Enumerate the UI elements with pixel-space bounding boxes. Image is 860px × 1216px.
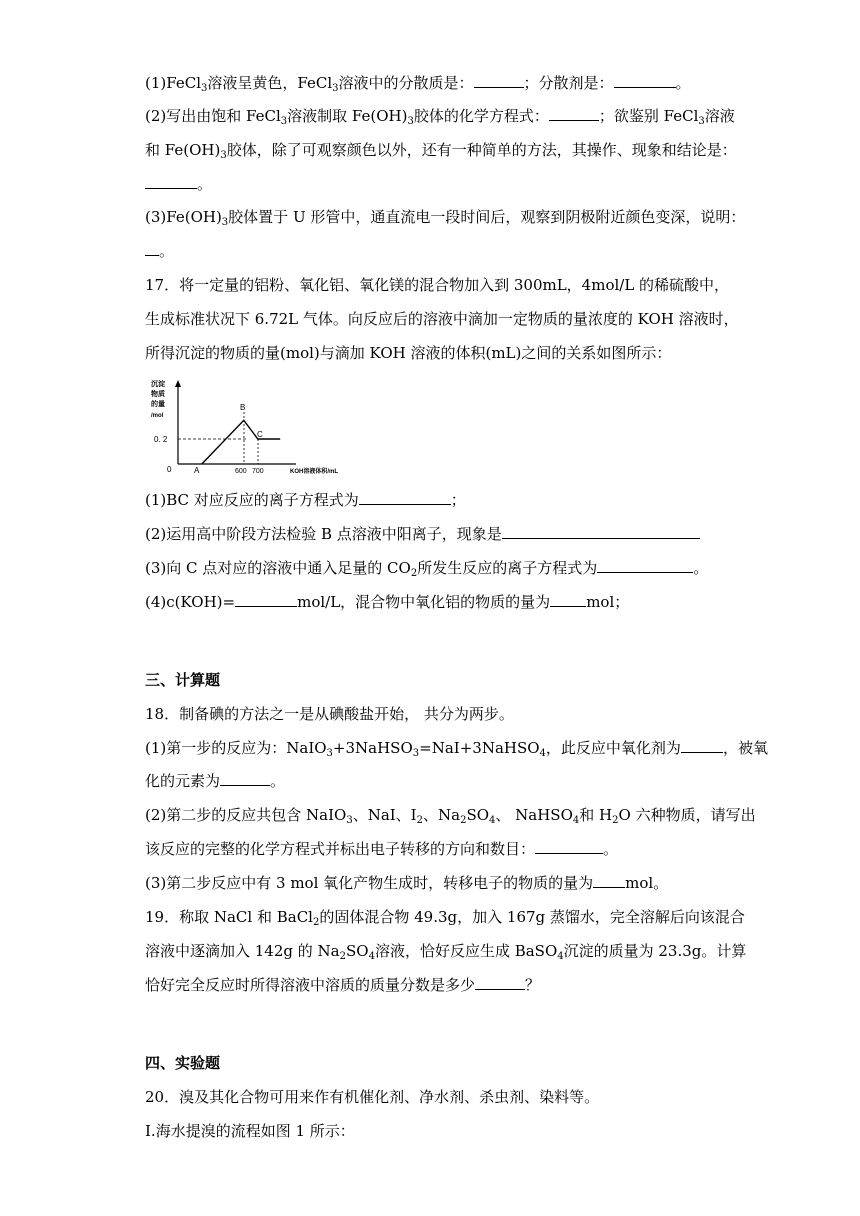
x-tick-600: 600 (235, 468, 247, 475)
answer-blank[interactable] (145, 241, 159, 256)
point-b-label: B (240, 403, 246, 412)
answer-blank[interactable] (550, 592, 586, 607)
q17-sub1: (1)BC 对应反应的离子方程式为 ； (145, 491, 466, 509)
x-tick-700: 700 (252, 468, 264, 475)
q17-stem-line1: 17．将一定量的铝粉、氧化铝、氧化镁的混合物加入到 300mL，4mol/L 的稀硫酸中， (145, 276, 730, 294)
q17-sub3: (3)向 C 点对应的溶液中通入足量的 $CO_2$所发生反应的离子方程式为 。 (145, 559, 709, 579)
y-axis-label-4: /mol (151, 413, 164, 419)
answer-blank[interactable] (535, 839, 603, 854)
q16-part2-line3: 。 (145, 174, 212, 194)
q19-line3: 恰好完全反应时所得溶液中溶质的质量分数是多少 ？ (145, 976, 541, 994)
q17-stem-line2: 生成标准状况下 6.72L 气体。向反应后的溶液中滴加一定物质的量浓度的 KOH 溶液时， (145, 310, 739, 328)
series-line (202, 420, 280, 464)
y-axis-arrow (175, 380, 181, 387)
q19-line2: 溶液中逐滴加入 142g 的 $Na_2SO_4$溶液，恰好反应生成 BaSO$_4$沉淀的质量为 23.3g。计算 (145, 942, 747, 962)
q16-part3-line2: 。 (145, 241, 174, 261)
precipitate-graph (150, 376, 360, 476)
point-a-label: A (194, 466, 200, 475)
q16-part2-line1: (2)写出由饱和 FeCl$_3$溶液制取 $Fe(OH)_3$胶体的化学方程式： ；欲鉴别 FeCl$_3$溶液 (145, 107, 735, 127)
q20-stem: 20．溴及其化合物可用来作有机催化剂、净水剂、杀虫剂、染料等。 (145, 1088, 600, 1106)
answer-blank[interactable] (502, 524, 700, 539)
y-axis-label-2: 物质 (151, 391, 165, 398)
answer-blank[interactable] (681, 738, 723, 753)
answer-blank[interactable] (614, 73, 676, 88)
q17-sub2: (2)运用高中阶段方法检验 B 点溶液中阳离子，现象是 (145, 524, 700, 544)
answer-blank[interactable] (475, 975, 525, 990)
q18-part2-line1: (2)第二步的反应共包含 NaIO$_3$、NaI、$I_2$、$Na_2SO_4$、 NaHSO$_4$和 $H_2O$ 六种物质，请写出 (145, 806, 756, 826)
answer-blank[interactable] (359, 490, 451, 505)
q18-part1-line1: (1)第一步的反应为：NaIO$_3$+3NaHSO$_3$=NaI+3NaHSO$_4$，此反应中氧化剂为 ，被氧 (145, 739, 768, 759)
q18-part3: (3)第二步反应中有 3 mol 氧化产物生成时，转移电子的物质的量为 mol。 (145, 874, 669, 892)
q18-stem: 18．制备碘的方法之一是从碘酸盐开始， 共分为两步。 (145, 705, 514, 723)
answer-blank[interactable] (220, 771, 270, 786)
section-4-title: 四、实验题 (145, 1054, 221, 1072)
q17-sub4: (4)c(KOH)= mol/L，混合物中氧化铝的物质的量为 mol； (145, 593, 630, 611)
y-axis-label-3: 的量 (151, 401, 165, 408)
answer-blank[interactable] (593, 873, 625, 888)
q20-part1: I.海水提溴的流程如图 1 所示： (145, 1122, 355, 1140)
x-axis-label: KOH溶液体积/mL (290, 469, 339, 475)
origin-label: 0 (167, 465, 172, 474)
y-axis-label-1: 沉淀 (151, 381, 165, 388)
answer-blank[interactable] (145, 174, 197, 189)
q18-part2-line2: 该反应的完整的化学方程式并标出电子转移的方向和数目： 。 (145, 840, 619, 858)
point-c-label: C (257, 430, 263, 439)
section-3-title: 三、计算题 (145, 671, 221, 689)
answer-blank[interactable] (597, 558, 693, 573)
q17-stem-line3: 所得沉淀的物质的量(mol)与滴加 KOH 溶液的体积(mL)之间的关系如图所示： (145, 344, 672, 362)
q19-line1: 19．称取 NaCl 和 BaCl$_2$的固体混合物 49.3g，加入 167g 蒸馏水，完全溶解后向该混合 (145, 908, 745, 928)
answer-blank[interactable] (235, 592, 297, 607)
q16-part3-line1: $(3)Fe(OH)_3$胶体置于 U 形管中，通直流电一段时间后，观察到阴极附近颜色变深，说明： (145, 208, 746, 228)
q16-part1: (1)FeCl$_3$溶液呈黄色，FeCl$_3$溶液中的分散质是： ；分散剂是： 。 (145, 74, 691, 94)
q16-part2-line2: 和 $Fe(OH)_3$胶体，除了可观察颜色以外，还有一种简单的方法，其操作、现象和结论是： (145, 141, 737, 161)
q18-part1-line2: 化的元素为 。 (145, 772, 286, 790)
y-tick-label: 0. 2 (154, 435, 168, 444)
answer-blank[interactable] (549, 106, 599, 121)
answer-blank[interactable] (474, 73, 524, 88)
